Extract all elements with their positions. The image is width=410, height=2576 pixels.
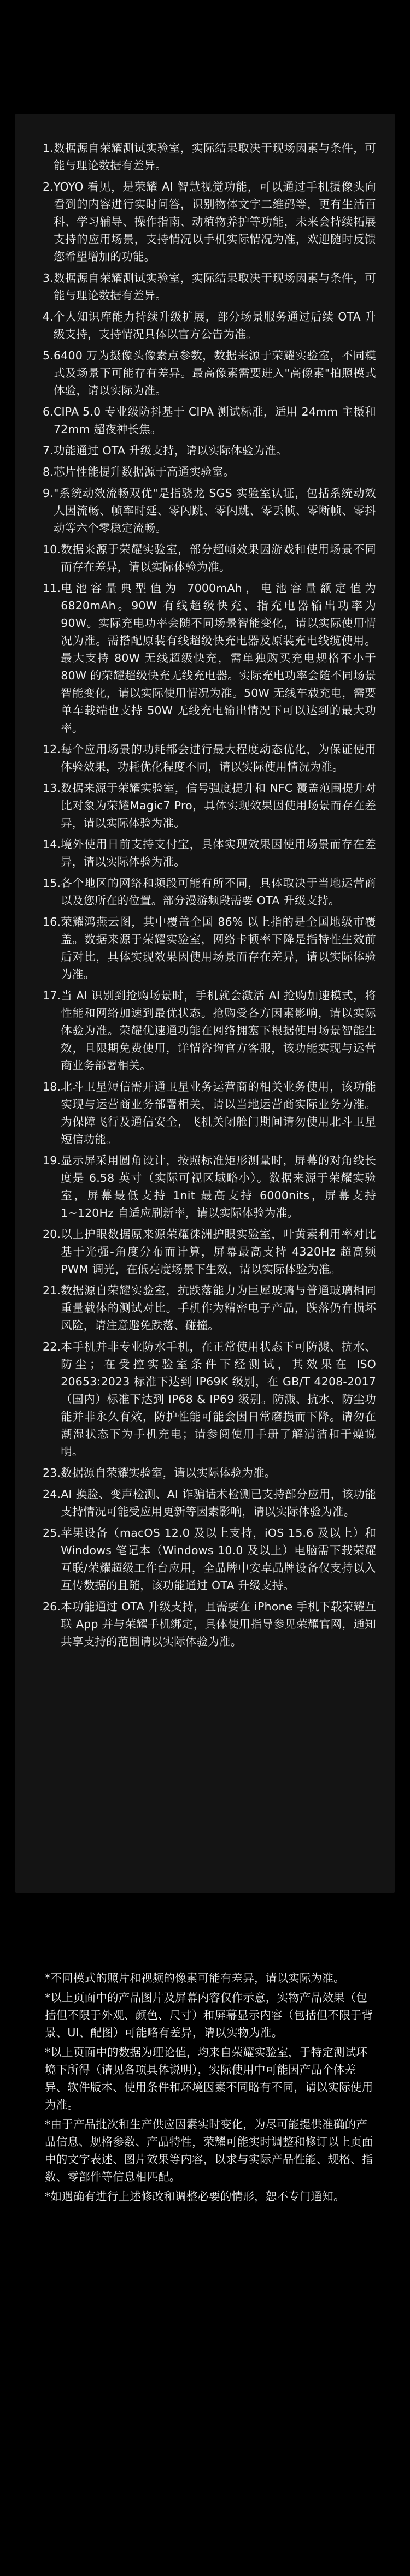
footnote-text: 境外使用日前支持支付宝，具体实现效果因使用场景而存在差异，请以实际体验为准。	[61, 838, 376, 868]
footnote-item	[43, 1338, 376, 1460]
footnote-item	[43, 484, 376, 537]
footnote-text: 本功能通过 OTA 升级支持，且需要在 iPhone 手机下载荣耀互联 App 并与荣耀手机绑定，具体使用指导参见荣耀官网，通知共享支持的范围请以实际体验为准。	[61, 1600, 376, 1648]
footnote-number: 9.	[43, 487, 54, 500]
disclaimer-item: *不同模式的照片和视频的像素可能有差异，请以实际为准。	[45, 1971, 345, 1985]
footnote-text: AI 换脸、变声检测、AI 诈骗话术检测已支持部分应用，该功能支持情况可能受应用更新等因素影响，请以实际体验为准。	[61, 1488, 376, 1518]
footnote-item	[43, 1225, 376, 1278]
footnote-number: 17.	[43, 989, 61, 1002]
footnote-item	[43, 579, 376, 737]
footnote-number: 21.	[43, 1284, 61, 1297]
footnote-item	[43, 1152, 376, 1222]
disclaimer-item: *如遇确有进行上述修改和调整必要的情形，恕不专门通知。	[45, 2190, 345, 2203]
footnote-number: 13.	[43, 781, 61, 795]
footnote-text: "系统动效流畅双优"是指骁龙 SGS 实验室认证，包括系统动效人因流畅、帧率时延、零闪跳、零闪跳、零丢帧、零断帧、零抖动等六个零稳定流畅。	[53, 487, 376, 535]
footnote-item	[43, 308, 376, 343]
footnote-number: 11.	[43, 582, 61, 595]
footnote-number: 26.	[43, 1600, 61, 1613]
footnote-number: 4.	[43, 310, 54, 323]
footnote-item	[43, 463, 376, 481]
footnote-item	[43, 139, 376, 174]
footnote-text: 数据源自荣耀测试实验室，实际结果取决于现场因素与条件，可能与理论数据有差异。	[53, 271, 376, 302]
footnote-item	[43, 874, 376, 909]
footnote-number: 20.	[43, 1228, 61, 1241]
footnote-item	[43, 1485, 376, 1520]
footnote-item	[43, 442, 376, 459]
footnote-text: 北斗卫星短信需开通卫星业务运营商的相关业务使用，该功能实现与运营商业务部署相关，请以当地运营商实际业务为准。为保障飞行及通信安全，飞机关闭舱门期间请勿使用北斗卫星短信功能。	[61, 1080, 376, 1146]
footnote-text: 数据源自荣耀实验室，抗跌落能力为巨犀玻璃与普通玻璃相同重量载体的测试对比。手机作为精密电子产品，跌落仍有损坏风险，请注意避免跌落、碰撞。	[61, 1284, 376, 1332]
footnote-text: 数据来源于荣耀实验室，部分超帧效果因游戏和使用场景不同而存在差异，请以实际体验为准。	[61, 543, 376, 573]
disclaimer-item: *以上页面中的产品图片及屏幕内容仅作示意，实物产品效果（包括但不限于外观、颜色、尺寸）和屏幕显示内容（包括但不限于背景、UI、配图）可能略有差异，请以实物为准。	[45, 1991, 373, 2039]
footnote-number: 15.	[43, 877, 61, 890]
footnotes-panel	[15, 114, 395, 1893]
footnote-item	[43, 403, 376, 438]
footnote-text: 数据源自荣耀测试实验室，实际结果取决于现场因素与条件，可能与理论数据有差异。	[53, 141, 376, 172]
footnote-number: 3.	[43, 271, 54, 285]
footnote-item	[43, 836, 376, 870]
footnote-text: CIPA 5.0 专业级防抖基于 CIPA 测试标准，适用 24mm 主摄和 72mm 超夜神长焦。	[53, 405, 376, 436]
footnote-text: 芯片性能提升数据源于高通实验室。	[53, 465, 235, 478]
footnote-item	[43, 1282, 376, 1334]
disclaimer-item: *以上页面中的数据为理论值，均来自荣耀实验室，于特定测试环境下所得（请见各项具体说明），实际使用中可能因产品个体差异、软件版本、使用条件和环境因素不同略有不同，请以实际使用为准。	[45, 2046, 373, 2111]
footnote-number: 23.	[43, 1466, 61, 1479]
footnote-text: 每个应用场景的功耗都会进行最大程度动态优化，为保证使用体验效果，功耗优化程度不同，请以实际使用情况为准。	[61, 743, 376, 773]
footnote-text: 个人知识库能力持续升级扩展，部分场景服务通过后续 OTA 升级支持，支持情况具体以官方公告为准。	[53, 310, 376, 341]
footnote-item	[43, 779, 376, 832]
footnote-item	[43, 1078, 376, 1148]
footnote-text: 荣耀鸿燕云图，其中覆盖全国 86% 以上指的是全国地级市覆盖。数据来源于荣耀实验室，网络卡顿率下降是指特性生效前后对比，具体实现效果因使用场景而存在差异，请以实际体验为准。	[61, 915, 376, 981]
footnote-text: 6400 万为摄像头像素点参数，数据来源于荣耀实验室，不同模式及场景下可能存有差异。最高像素需要进入"高像素"拍照模式体验，请以实际为准。	[53, 349, 376, 397]
footnote-item	[43, 1524, 376, 1594]
footnote-number: 7.	[43, 444, 54, 457]
footnote-item	[43, 1464, 376, 1482]
footnote-number: 6.	[43, 405, 54, 418]
footnote-text: 苹果设备（macOS 12.0 及以上支持，iOS 15.6 及以上）和 Windows 笔记本（Windows 10.0 及以上）电脑需下载荣耀互联/荣耀超级工作台应用，全品牌中安卓品牌设备仅支持以入互传数据的且随，该功能通过 OTA 升级支持。	[61, 1526, 376, 1592]
footnote-number: 24.	[43, 1488, 61, 1501]
footnote-item	[43, 541, 376, 576]
footnote-number: 10.	[43, 543, 61, 556]
footnote-number: 12.	[43, 743, 61, 756]
disclaimer-item: *由于产品批次和生产供应因素实时变化，为尽可能提供准确的产品信息、规格参数、产品特性，荣耀可能实时调整和修订以上页面中的文字表述、图片效果等内容，以求与实际产品性能、规格、指数、零部件等信息相匹配。	[45, 2118, 373, 2183]
footnotes-list	[15, 114, 395, 1650]
footnote-text: 电池容量典型值为 7000mAh，电池容量额定值为 6820mAh。90W 有线超级快充、指充电器输出功率为 90W。实际充电功率会随不同场景智能变化，请以实际使用情况为准。需搭配原装有线超级快充电器及原装充电线缆使用。最大支持 80W 无线超级快充，需单独购买充电规格不小于 80W 的荣耀超级快充无线充电器。实际充电功率会随不同场景智能变化，请以实际使用情况为准。50W 无线车载充电，需要单车载端也支持 50W 无线充电输出情况下可以达到的最大功率。	[61, 582, 376, 735]
disclaimers-list	[45, 1969, 378, 2207]
footnote-number: 2.	[43, 180, 54, 193]
footnote-number: 1.	[43, 141, 54, 155]
footnote-number: 19.	[43, 1154, 61, 1167]
footnote-text: 功能通过 OTA 升级支持，请以实际体验为准。	[53, 444, 288, 457]
footnote-number: 5.	[43, 349, 54, 362]
footnote-number: 8.	[43, 465, 54, 478]
footnote-number: 25.	[43, 1526, 61, 1539]
footnote-item	[43, 178, 376, 265]
footnote-item	[43, 987, 376, 1074]
footnote-text: 数据来源于荣耀实验室，信号强度提升和 NFC 覆盖范围提升对比对象为荣耀Magic7 Pro，具体实现效果因使用场景而存在差异，请以实际体验为准。	[61, 781, 376, 830]
footnote-number: 18.	[43, 1080, 61, 1093]
footnote-text: 显示屏采用圆角设计，按照标准矩形测量时，屏幕的对角线长度是 6.58 英寸（实际可视区域略小）。数据来源于荣耀实验室，屏幕最低支持 1nit 最高支持 6000nits，屏幕支持 1~120Hz 自适应刷新率，请以实际体验为准。	[61, 1154, 376, 1219]
footnote-text: 以上护眼数据原来源荣耀徕洲护眼实验室，叶黄素利用率对比基于光强-角度分布而计算，屏幕最高支持 4320Hz 超高频 PWM 调光，在低亮度场景下生效，请以实际体验为准。	[61, 1228, 376, 1276]
footnote-text: 各个地区的网络和频段可能有所不同，具体取决于当地运营商以及您所在的位置。部分漫游频段需要 OTA 升级支持。	[61, 877, 376, 907]
footnote-text: 当 AI 识别到抢购场景时，手机就会激活 AI 抢购加速模式，将性能和网络加速到最优状态。抢购受各方因素影响，请以实际体验为准。荣耀优速通功能在网络拥塞下根据使用场景智能生效，且限期免费使用，详情咨询官方客服，该功能实现与运营商业务部署相关。	[61, 989, 376, 1072]
footnote-item	[43, 913, 376, 983]
footnote-text: 本手机并非专业防水手机，在正常使用状态下可防溅、抗水、防尘；在受控实验室条件下经测试，其效果在 ISO 20653:2023 标准下达到 IP69K 级别，在 GB/T 4208-2017（国内）标准下达到 IP68 & IP69 级别。防溅、抗水、防尘功能并非永久有效，防护性能可能会因日常磨损而下降。请勿在潮湿状态下为手机充电；请参阅使用手册了解清洁和干燥说明。	[61, 1340, 376, 1458]
footnote-item	[43, 1598, 376, 1650]
footnote-item	[43, 741, 376, 775]
footnote-item	[43, 347, 376, 399]
footnote-text: 数据源自荣耀实验室，请以实际体验为准。	[61, 1466, 276, 1479]
footnote-number: 16.	[43, 915, 61, 928]
footnote-item	[43, 269, 376, 304]
footnote-text: YOYO 看见，是荣耀 AI 智慧视觉功能，可以通过手机摄像头向看到的内容进行实时问答，识别物体文字二维码等，更有生活百科、学习辅导、操作指南、动植物养护等功能，未来会持续拓展支持的应用场景，支持情况以手机实际情况为准，欢迎随时反馈您希望增加的功能。	[53, 180, 376, 263]
footnote-number: 22.	[43, 1340, 61, 1353]
footnote-number: 14.	[43, 838, 61, 851]
